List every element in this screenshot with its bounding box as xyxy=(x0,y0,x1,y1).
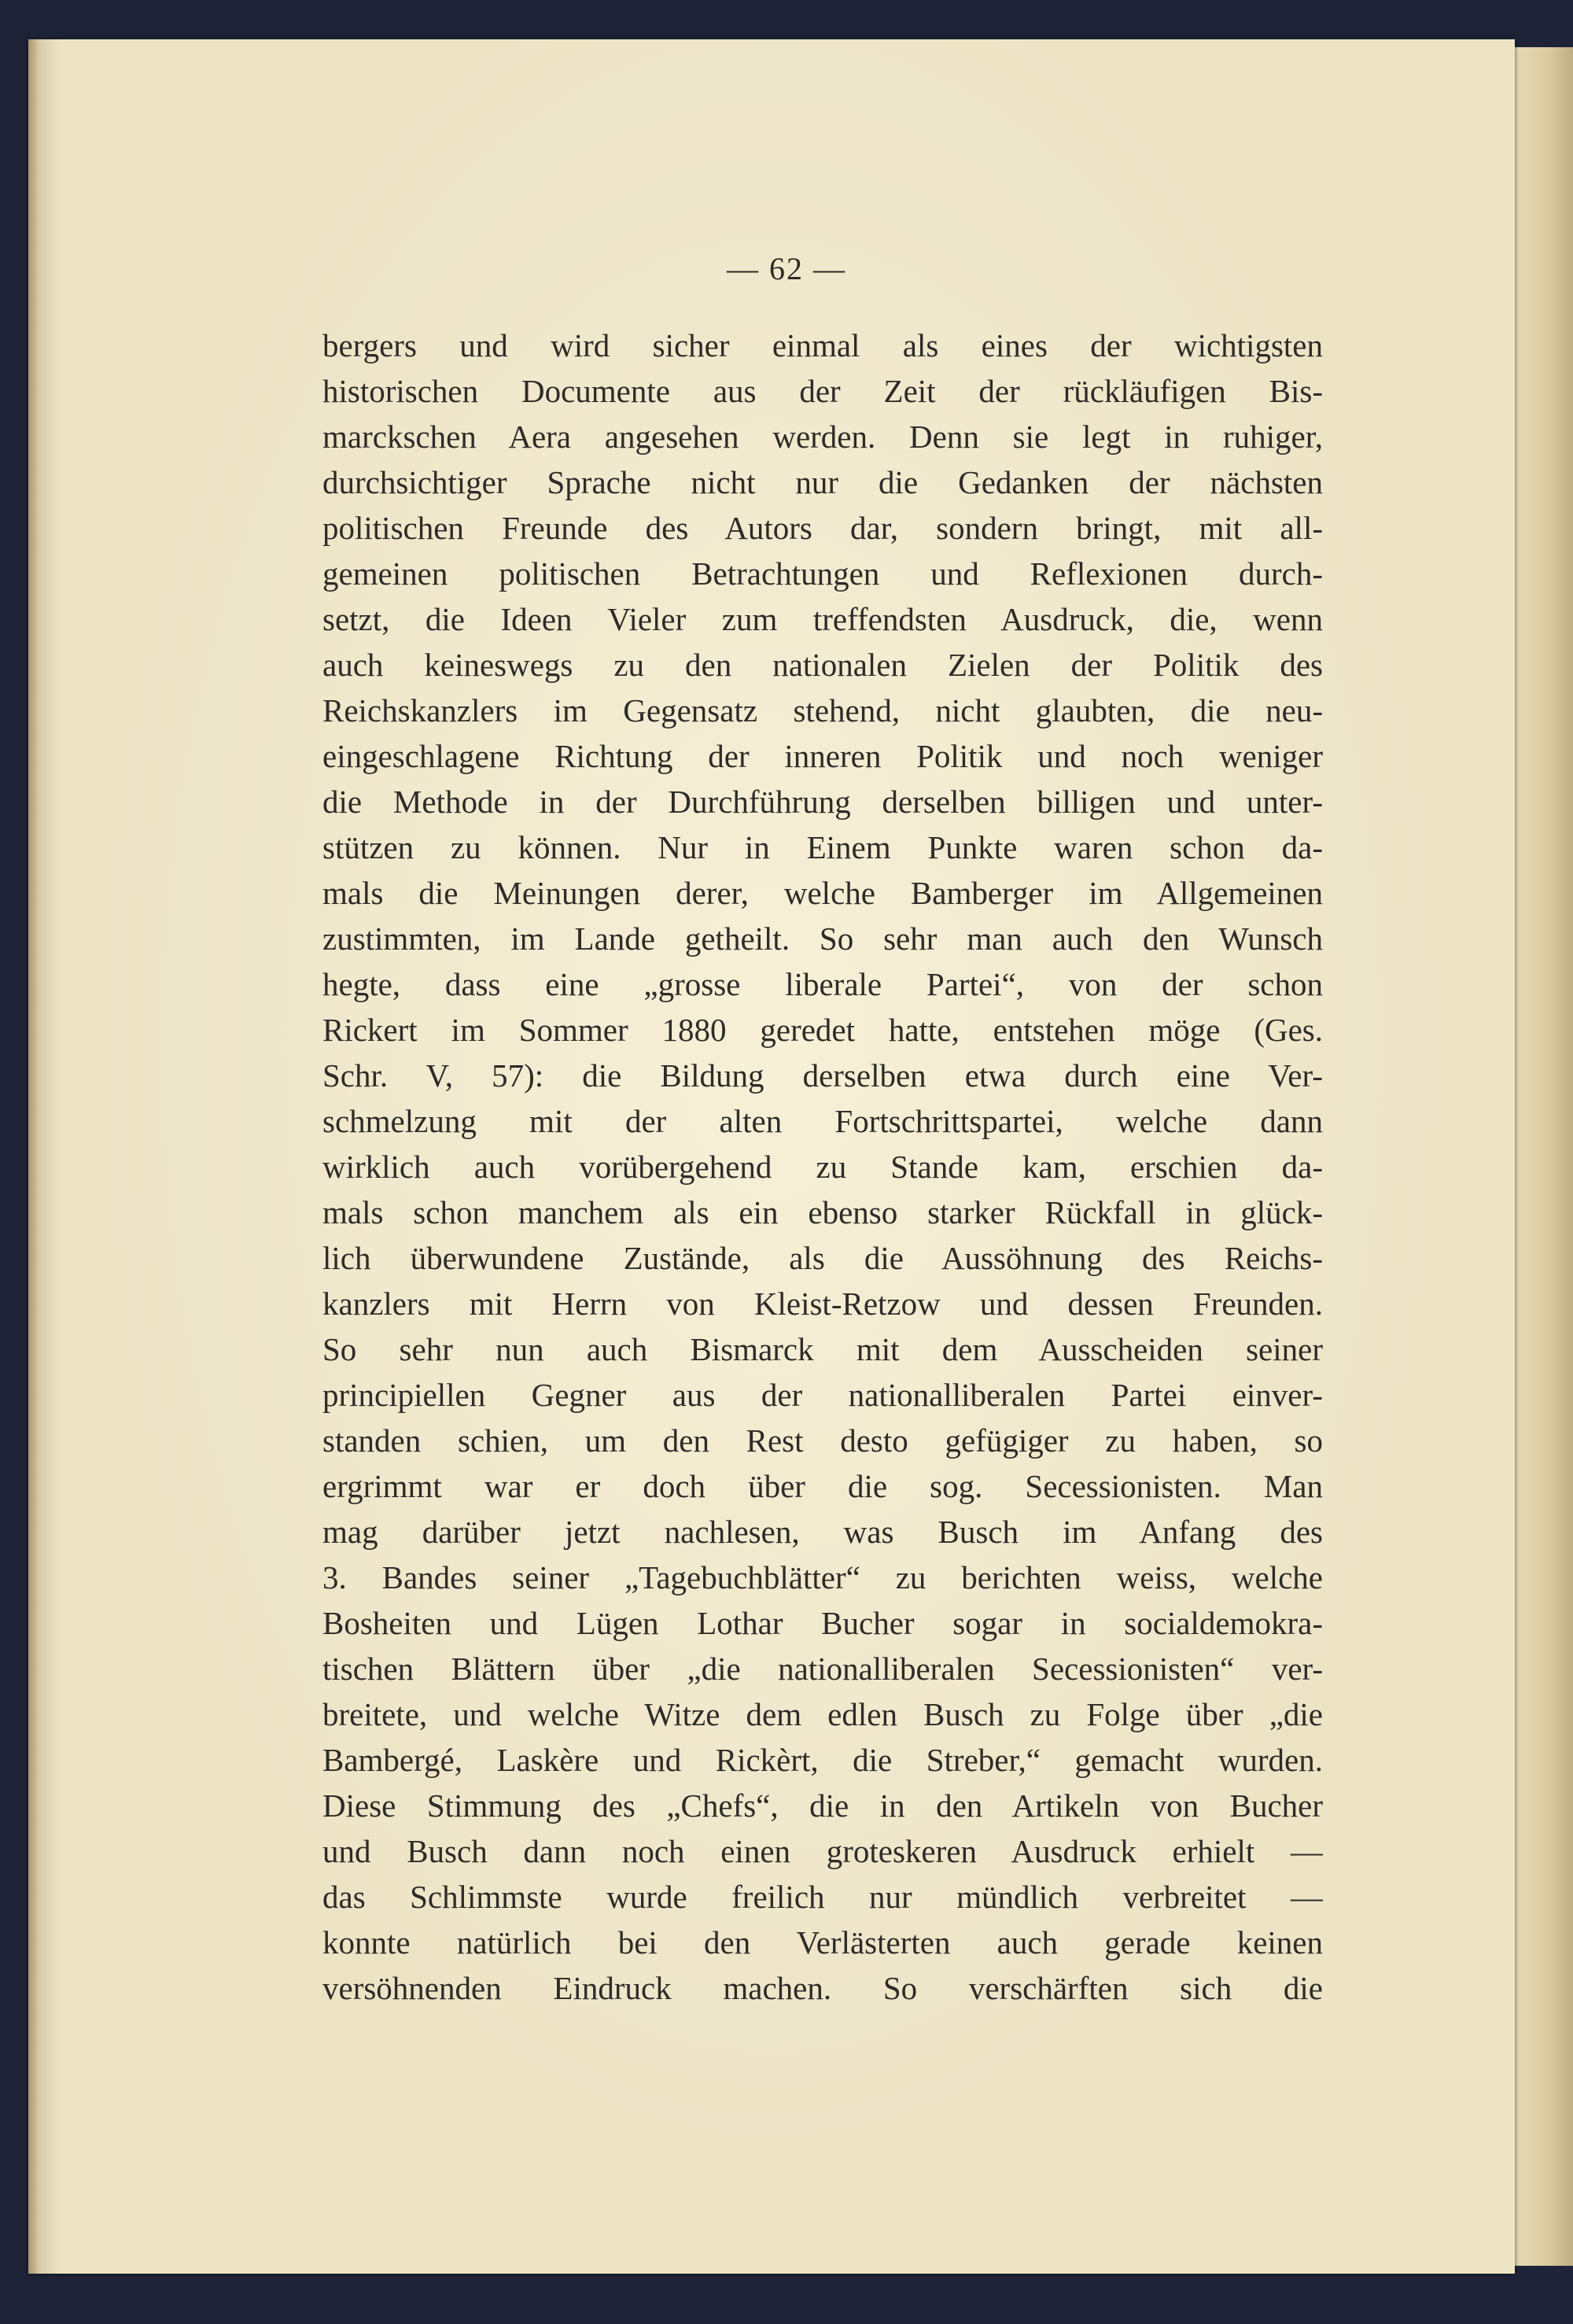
text-line: breitete, und welche Witze dem edlen Busch zu Folge über „die xyxy=(322,1696,1323,1732)
text-line: standen schien, um den Rest desto gefügiger zu haben, so xyxy=(322,1422,1323,1459)
body-text xyxy=(322,323,1323,2011)
text-line: bergers und wird sicher einmal als eines der wichtigsten xyxy=(322,327,1323,363)
text-line: mals schon manchem als ein ebenso starker Rückfall in glück- xyxy=(322,1194,1323,1230)
text-line: historischen Documente aus der Zeit der rückläufigen Bis- xyxy=(322,373,1323,409)
text-line: setzt, die Ideen Vieler zum treffendsten Ausdruck, die, wenn xyxy=(322,601,1323,637)
text-line: schmelzung mit der alten Fortschrittspartei, welche dann xyxy=(322,1103,1323,1139)
text-line: eingeschlagene Richtung der inneren Politik und noch weniger xyxy=(322,738,1323,774)
text-line: So sehr nun auch Bismarck mit dem Ausscheiden seiner xyxy=(322,1331,1323,1367)
text-line: 3. Bandes seiner „Tagebuchblätter“ zu berichten weiss, welche xyxy=(322,1559,1323,1595)
text-line: tischen Blättern über „die nationalliberalen Secessionisten“ ver- xyxy=(322,1651,1323,1687)
text-line: wirklich auch vorübergehend zu Stande kam, erschien da- xyxy=(322,1149,1323,1185)
text-line: das Schlimmste wurde freilich nur mündlich verbreitet — xyxy=(322,1879,1323,1915)
text-line: auch keineswegs zu den nationalen Zielen der Politik des xyxy=(322,647,1323,683)
text-line: Diese Stimmung des „Chefs“, die in den Artikeln von Bucher xyxy=(322,1787,1323,1824)
text-line: Bambergé, Laskère und Rickèrt, die Streber,“ gemacht wurden. xyxy=(322,1742,1323,1778)
text-line: mag darüber jetzt nachlesen, was Busch im Anfang des xyxy=(322,1514,1323,1550)
text-line: principiellen Gegner aus der nationalliberalen Partei einver- xyxy=(322,1377,1323,1413)
text-line: versöhnenden Eindruck machen. So verschärften sich die xyxy=(322,1970,1323,2006)
text-line: Bosheiten und Lügen Lothar Bucher sogar in socialdemokra- xyxy=(322,1605,1323,1641)
text-line: kanzlers mit Herrn von Kleist-Retzow und dessen Freunden. xyxy=(322,1286,1323,1322)
text-line: und Busch dann noch einen groteskeren Ausdruck erhielt — xyxy=(322,1833,1323,1869)
page-gutter xyxy=(28,39,39,2274)
text-line: zustimmten, im Lande getheilt. So sehr man auch den Wunsch xyxy=(322,920,1323,957)
text-line: Reichskanzlers im Gegensatz stehend, nicht glaubten, die neu- xyxy=(322,692,1323,729)
text-line: konnte natürlich bei den Verlästerten auch gerade keinen xyxy=(322,1924,1323,1961)
text-line: Schr. V, 57): die Bildung derselben etwa durch eine Ver- xyxy=(322,1057,1323,1094)
text-line: die Methode in der Durchführung derselben billigen und unter- xyxy=(322,784,1323,820)
text-line: politischen Freunde des Autors dar, sondern bringt, mit all- xyxy=(322,510,1323,546)
text-line: gemeinen politischen Betrachtungen und Reflexionen durch- xyxy=(322,555,1323,592)
text-line: ergrimmt war er doch über die sog. Secessionisten. Man xyxy=(322,1468,1323,1504)
page-number: — 62 — xyxy=(727,251,846,286)
text-line: marckschen Aera angesehen werden. Denn sie legt in ruhiger, xyxy=(322,419,1323,455)
text-line: durchsichtiger Sprache nicht nur die Gedanken der nächsten xyxy=(322,464,1323,500)
text-line: lich überwundene Zustände, als die Aussöhnung des Reichs- xyxy=(322,1240,1323,1276)
text-line: hegte, dass eine „grosse liberale Partei“, von der schon xyxy=(322,966,1323,1002)
text-line: Rickert im Sommer 1880 geredet hatte, entstehen möge (Ges. xyxy=(322,1012,1323,1048)
text-line: stützen zu können. Nur in Einem Punkte waren schon da- xyxy=(322,829,1323,865)
text-line: mals die Meinungen derer, welche Bamberger im Allgemeinen xyxy=(322,875,1323,911)
